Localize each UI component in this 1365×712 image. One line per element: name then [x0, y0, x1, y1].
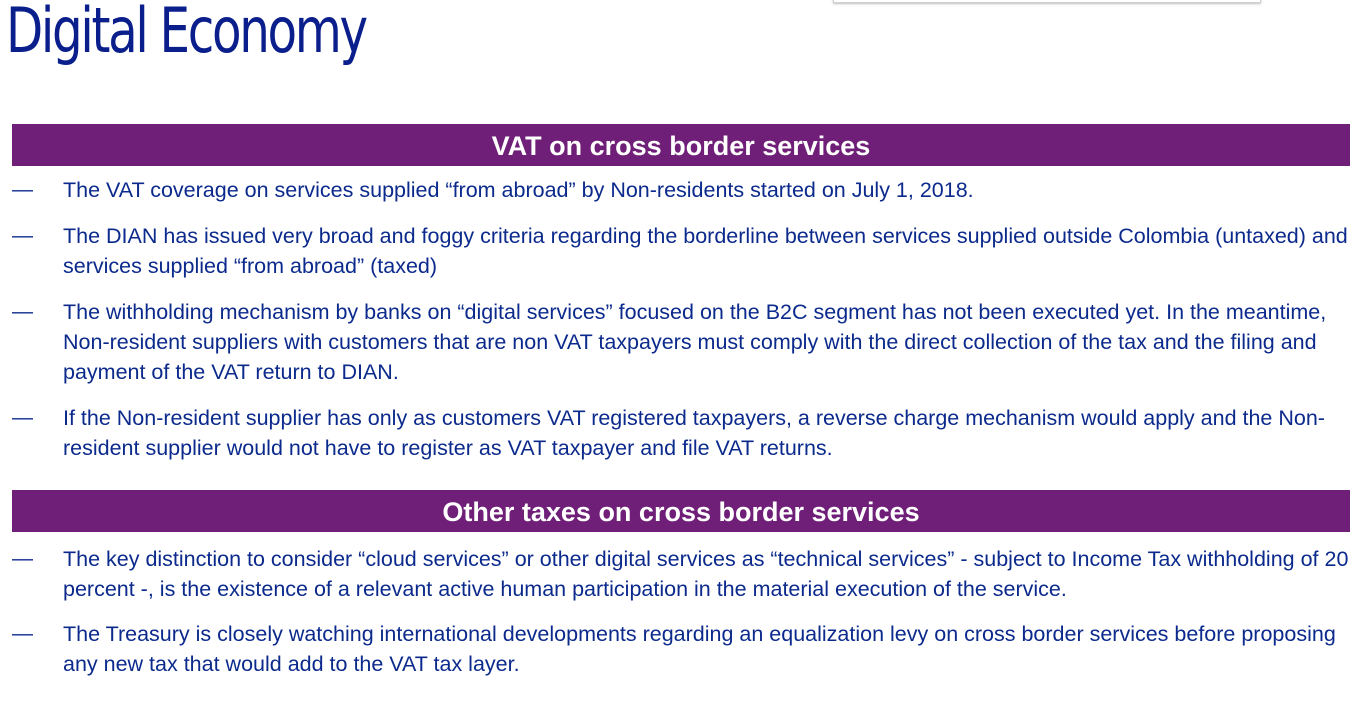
bullet-text: The Treasury is closely watching international developments regarding an equalization levy on cross border services before proposing any new tax that would add to the VAT tax layer.	[63, 622, 1336, 676]
bullet-item	[12, 403, 1350, 463]
bullet-text: If the Non-resident supplier has only as customers VAT registered taxpayers, a reverse charge mechanism would apply and the Non-resident supplier would not have to register as VAT taxpayer and file VAT returns.	[63, 406, 1325, 460]
bullet-dash: —	[12, 406, 33, 429]
section-header: Other taxes on cross border services	[12, 490, 1350, 532]
bullet-dash: —	[12, 224, 33, 247]
bullet-text: The DIAN has issued very broad and foggy criteria regarding the borderline between services supplied outside Colombia (untaxed) and services supplied “from abroad” (taxed)	[63, 224, 1348, 278]
page-title: Digital Economy	[6, 0, 366, 67]
section-other-taxes	[12, 490, 1350, 694]
bullet-dash: —	[12, 547, 33, 570]
bullet-item	[12, 544, 1350, 604]
section-vat-cross-border	[12, 124, 1350, 479]
bullet-list	[12, 175, 1350, 463]
bullet-item	[12, 619, 1350, 679]
section-header: VAT on cross border services	[12, 124, 1350, 166]
bullet-item	[12, 175, 1350, 205]
bullet-item	[12, 297, 1350, 387]
bullet-dash: —	[12, 300, 33, 323]
bullet-text: The key distinction to consider “cloud services” or other digital services as “technical services” - subject to Income Tax withholding of 20 percent -, is the existence of a relevant active human participation in the material execution of the service.	[63, 547, 1349, 601]
bullet-dash: —	[12, 622, 33, 645]
bullet-list	[12, 544, 1350, 679]
bullet-text: The VAT coverage on services supplied “from abroad” by Non-residents started on July 1, 2018.	[63, 178, 974, 202]
bullet-item	[12, 221, 1350, 281]
bullet-text: The withholding mechanism by banks on “digital services” focused on the B2C segment has not been executed yet. In the meantime, Non-resident suppliers with customers that are non VAT taxpayers must comply with the direct collection of the tax and the filing and payment of the VAT return to DIAN.	[63, 300, 1327, 384]
top-overlay-box	[833, 0, 1261, 3]
bullet-dash: —	[12, 178, 33, 201]
